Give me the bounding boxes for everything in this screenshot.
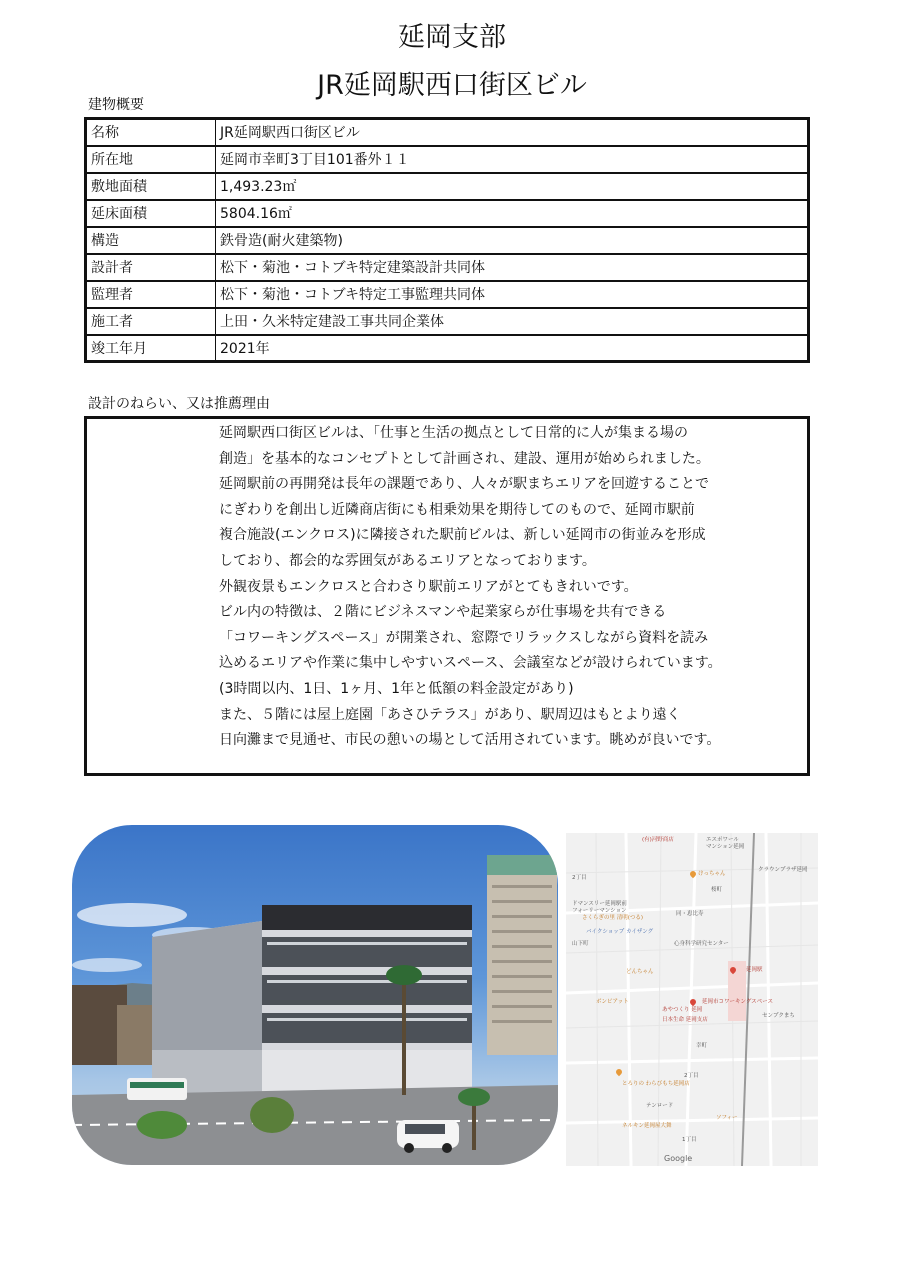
reason-line: また、５階には屋上庭園「あさひテラス」があり、駅周辺はもとより遠く [219, 706, 681, 723]
google-logo: Google [664, 1154, 693, 1163]
row-value: 5804.16㎡ [216, 200, 809, 227]
map-label: マンション延岡 [706, 844, 745, 850]
reason-line: しており、都会的な雰囲気があるエリアとなっております。 [219, 552, 596, 569]
map-label: 幸町 [696, 1043, 708, 1049]
page-title: 延岡支部 [398, 22, 506, 53]
row-key: 敷地面積 [86, 173, 216, 200]
table-row [86, 146, 809, 173]
map-label: 1丁目 [682, 1137, 697, 1143]
table-row [86, 227, 809, 254]
table-row [86, 254, 809, 281]
map-label: 心身科学研究センター [674, 941, 729, 947]
reason-line: 「コワーキングスペース」が開業され、窓際でリラックスしながら資料を読み [219, 629, 709, 646]
map-label: ドマンスリー延岡駅前 [572, 901, 627, 907]
table-row [86, 281, 809, 308]
row-key: 施工者 [86, 308, 216, 335]
row-key: 延床面積 [86, 200, 216, 227]
map-label: 日本生命 延岡支店 [662, 1017, 708, 1023]
row-value: 1,493.23㎡ [216, 173, 809, 200]
map-label: ネルキン延岡屋大舞 [622, 1123, 672, 1129]
reason-line: (3時間以内、1日、1ヶ月、1年と低額の料金設定があり) [219, 680, 574, 697]
reason-box [84, 416, 810, 776]
row-value: JR延岡駅西口街区ビル [216, 119, 809, 146]
reason-section-label: 設計のねらい、又は推薦理由 [88, 396, 270, 412]
area-map [566, 833, 818, 1166]
map-label: とろりの わらびもち延岡店 [622, 1081, 690, 1087]
reason-text [219, 421, 779, 754]
reason-line: ビル内の特徴は、２階にビジネスマンや起業家らが仕事場を共有できる [219, 604, 667, 621]
row-value: 延岡市幸町3丁目101番外１１ [216, 146, 809, 173]
table-row [86, 308, 809, 335]
map-label: あやつくり 延岡 [662, 1007, 703, 1013]
building-photo [72, 825, 558, 1165]
map-label: センプクまち [762, 1013, 795, 1019]
map-label: 延岡駅 [746, 967, 763, 973]
map-label: フォーリーマンション [572, 908, 627, 914]
reason-line: 外観夜景もエンクロスと合わさり駅前エリアがとてもきれいです。 [219, 578, 638, 595]
building-overview-table [84, 117, 810, 363]
reason-line: 延岡駅前の再開発は長年の課題であり、人々が駅まちエリアを回遊することで [219, 476, 709, 493]
reason-line: 日向灘まで見通せ、市民の憩いの場として活用されています。眺めが良いです。 [219, 732, 721, 749]
row-key: 所在地 [86, 146, 216, 173]
map-label: 2丁目 [572, 875, 587, 881]
row-key: 竣工年月 [86, 335, 216, 362]
row-key: 設計者 [86, 254, 216, 281]
map-label: 同・恵比寿 [676, 911, 704, 917]
row-key: 監理者 [86, 281, 216, 308]
reason-line: 創造」を基本的なコンセプトとして計画され、建設、運用が始められました。 [219, 450, 710, 467]
row-key: 構造 [86, 227, 216, 254]
table-row [86, 335, 809, 362]
row-key: 名称 [86, 119, 216, 146]
map-label: けっちゃん [698, 871, 726, 877]
map-label: ソフィー [716, 1115, 738, 1121]
map-label: 山下町 [572, 941, 589, 947]
reason-line: 延岡駅西口街区ビルは、「仕事と生活の拠点として日常的に人が集まる場の [219, 425, 688, 441]
reason-line: にぎわりを創出し近隣商店街にも相乗効果を期待してのもので、延岡市駅前 [219, 501, 695, 518]
map-label: 桜町 [711, 887, 723, 893]
map-label: (有)河野商店 [642, 837, 674, 843]
map-label: さくらぎの里 清明(つる) [582, 915, 644, 921]
map-label: テンロード [646, 1103, 674, 1109]
reason-line: 複合施設(エンクロス)に隣接された駅前ビルは、新しい延岡市の街並みを形成 [219, 527, 706, 544]
row-value: 松下・菊池・コトブキ特定工事監理共同体 [216, 281, 809, 308]
map-label: ボンビアット [596, 999, 629, 1005]
map-label: 延岡市コワーキングスペース [702, 999, 774, 1005]
row-value: 上田・久米特定建設工事共同企業体 [216, 308, 809, 335]
row-value: 鉄骨造(耐火建築物) [216, 227, 809, 254]
overview-section-label: 建物概要 [88, 97, 144, 113]
building-name-title: JR延岡駅西口街区ビル [317, 70, 587, 101]
row-value: 松下・菊池・コトブキ特定建築設計共同体 [216, 254, 809, 281]
row-value: 2021年 [216, 335, 809, 362]
map-label: バイクショップ カイザング [586, 929, 654, 935]
map-label: どんちゃん [626, 969, 654, 975]
table-row [86, 119, 809, 146]
reason-line: 込めるエリアや作業に集中しやすいスペース、会議室などが設けられています。 [219, 655, 722, 672]
map-label: クラウンプラザ延岡 [758, 867, 808, 873]
map-label: 2丁目 [684, 1073, 699, 1079]
map-label: エスポワール [706, 837, 739, 843]
table-row [86, 173, 809, 200]
table-row [86, 200, 809, 227]
